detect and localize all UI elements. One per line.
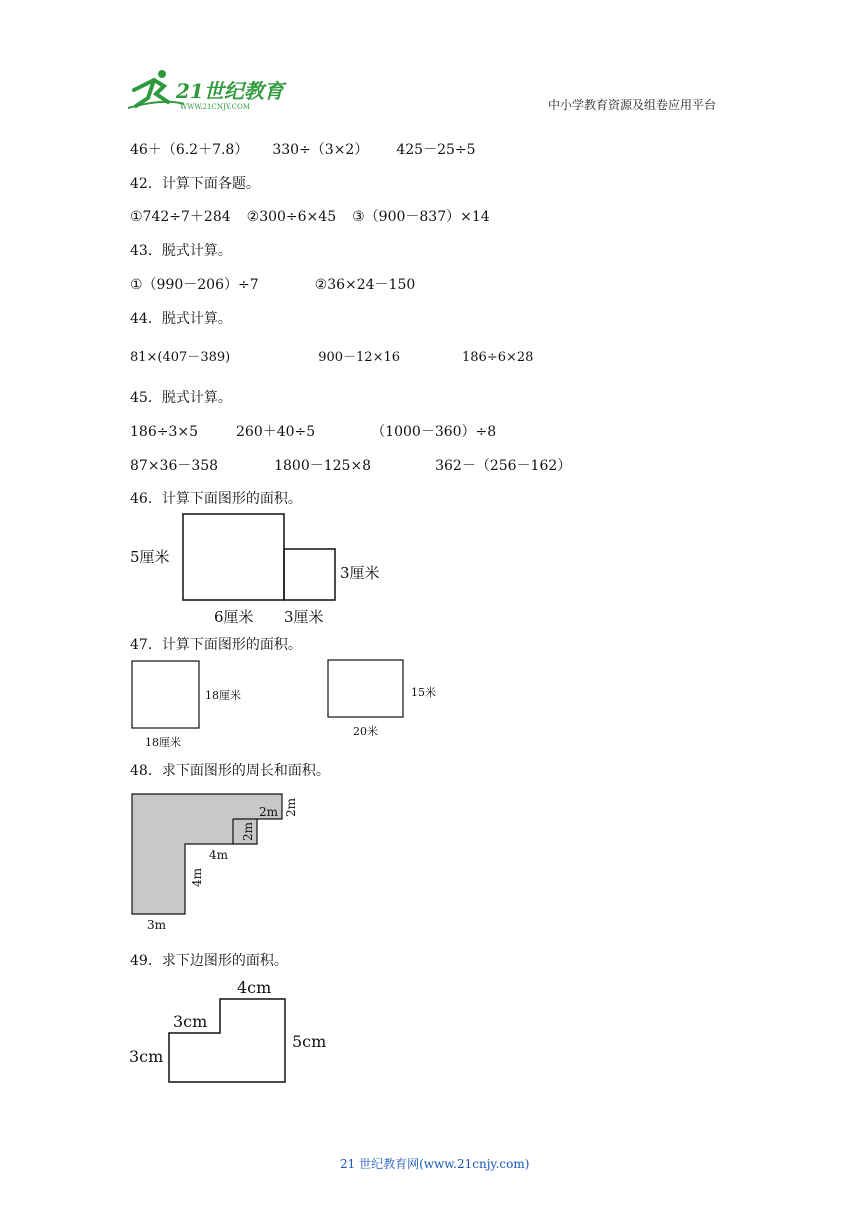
label-left-top: 3cm bbox=[173, 1012, 208, 1031]
question-42: 42．计算下面各题。 bbox=[130, 176, 260, 192]
label-left: 5厘米 bbox=[130, 548, 170, 566]
question-48: 48．求下面图形的周长和面积。 bbox=[130, 763, 330, 779]
question-49: 49．求下边图形的面积。 bbox=[130, 953, 288, 969]
label-top-side: 2m bbox=[284, 797, 298, 817]
question-43: 43．脱式计算。 bbox=[130, 243, 232, 259]
problem-line: 81×(407－389) 900－12×16 186÷6×28 bbox=[130, 350, 534, 365]
question-45: 45．脱式计算。 bbox=[130, 390, 232, 406]
label-bottom-right: 3厘米 bbox=[284, 608, 324, 626]
footer-link[interactable]: 21 世纪教育网(www.21cnjy.com) bbox=[340, 1157, 530, 1171]
label-bottom-left: 6厘米 bbox=[214, 608, 254, 626]
problem-line: ①742÷7＋284 ②300÷6×45 ③（900－837）×14 bbox=[130, 209, 490, 225]
question-47: 47．计算下面图形的面积。 bbox=[130, 637, 302, 653]
figure-46 bbox=[120, 508, 400, 632]
label-square-side: 18厘米 bbox=[205, 689, 241, 702]
figure-48 bbox=[125, 785, 305, 935]
small-square bbox=[284, 549, 335, 600]
problem-line: 186÷3×5 260＋40÷5 （1000－360）÷8 bbox=[130, 424, 497, 440]
label-top: 4cm bbox=[237, 978, 272, 997]
logo-text: 21世纪教育 bbox=[176, 79, 284, 103]
label-rect-bottom: 20米 bbox=[353, 725, 378, 738]
label-left: 3cm bbox=[129, 1047, 164, 1066]
logo bbox=[124, 68, 294, 112]
figure-49 bbox=[125, 975, 345, 1090]
large-rectangle bbox=[183, 514, 284, 600]
label-mid-step: 2m bbox=[241, 821, 255, 841]
question-46: 46．计算下面图形的面积。 bbox=[130, 491, 302, 507]
label-inner-horizontal: 4m bbox=[209, 848, 229, 862]
label-right: 5cm bbox=[292, 1032, 327, 1051]
label-top-step: 2m bbox=[259, 805, 279, 819]
label-right: 3厘米 bbox=[340, 564, 380, 582]
problem-line: 46＋（6.2＋7.8） 330÷（3×2） 425－25÷5 bbox=[130, 142, 476, 158]
question-44: 44．脱式计算。 bbox=[130, 311, 232, 327]
problem-line: 87×36－358 1800－125×8 362－（256－162） bbox=[130, 458, 572, 474]
figure-47 bbox=[125, 655, 455, 755]
label-bottom: 3m bbox=[147, 918, 167, 932]
rectangle bbox=[328, 660, 403, 717]
logo-subtext: WWW.21CNJY.COM bbox=[180, 103, 250, 111]
label-square-bottom: 18厘米 bbox=[145, 736, 181, 749]
label-inner-vertical: 4m bbox=[190, 867, 204, 887]
problem-line: ①（990－206）÷7 ②36×24－150 bbox=[130, 277, 416, 293]
platform-name: 中小学教育资源及组卷应用平台 bbox=[548, 98, 717, 112]
square bbox=[132, 661, 199, 728]
label-rect-side: 15米 bbox=[411, 686, 436, 699]
